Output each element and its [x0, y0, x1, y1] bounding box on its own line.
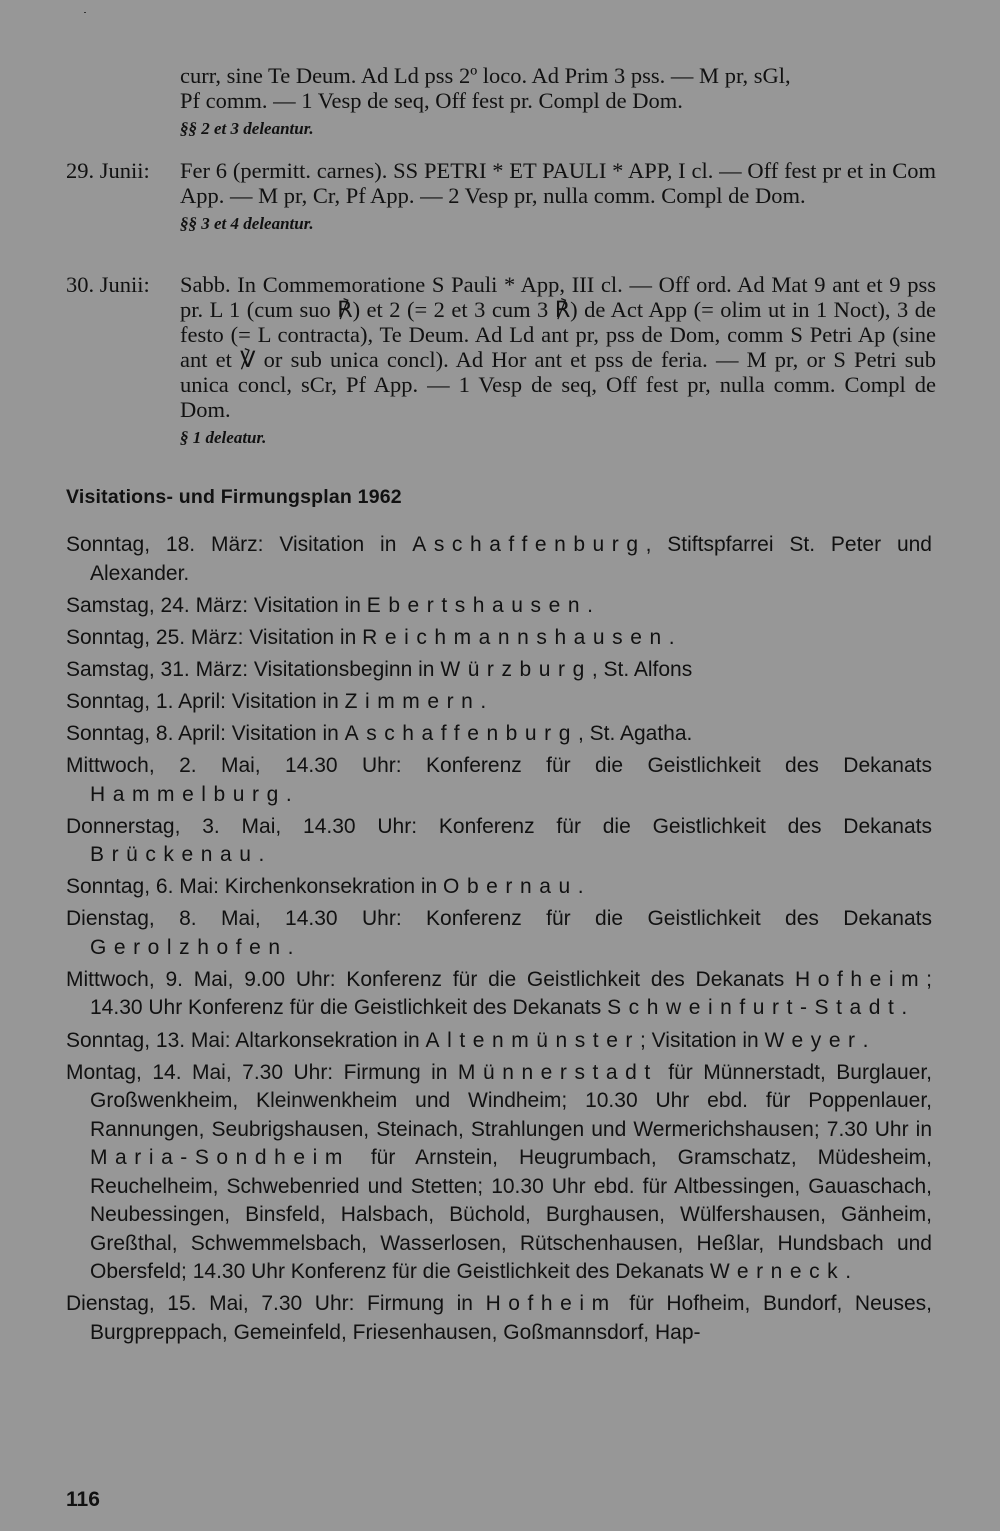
place-name: Ebertshausen [366, 593, 588, 617]
place-name: Aschaffenburg [344, 721, 578, 745]
place-name: Maria-Sondheim [90, 1146, 350, 1170]
entry-note: §§ 3 et 4 deleantur. [180, 214, 314, 233]
intro-line-2: Pf comm. — 1 Vesp de seq, Off fest pr. Compl de Dom. [180, 88, 683, 113]
entry-text: Sabb. In Commemoratione S Pauli * App, III cl. — Off ord. Ad Mat 9 ant et 9 pss pr. L 1 (cum suo ℟) et 2 (= 2 et 3 cum 3 ℟) de Act App (= olim ut in 1 Noct), 3 de festo (= L contracta), Te Deum. Ad Ld ant pr, pss de Dom, comm S Petri Ap (sine ant et ℣ or sub unica concl). Ad Hor ant et pss de feria. — M pr, or S Petri sub unica concl, sCr, Pf App. — 1 Vesp de seq, Off fest pr, nulla comm. Compl de Dom. [180, 272, 936, 422]
place-name: Brückenau [90, 843, 259, 867]
section-heading: Visitations- und Firmungsplan 1962 [66, 486, 402, 508]
schedule-entry: Dienstag, 8. Mai, 14.30 Uhr: Konferenz für die Geistlichkeit des Dekanats Gerolzhofen. [66, 907, 932, 959]
place-name: Hofheim [795, 967, 927, 991]
entry-note: § 1 deleatur. [180, 428, 267, 447]
liturgy-entry-29-junii [66, 158, 936, 236]
entry-date: 29. Junii: [66, 158, 150, 183]
schedule-entry: Sonntag, 6. Mai: Kirchenkonsekration in Obernau. [66, 875, 584, 899]
schedule-entry: Sonntag, 1. April: Visitation in Zimmern. [66, 689, 487, 713]
schedule-entry: Dienstag, 15. Mai, 7.30 Uhr: Firmung in Hofheim für Hofheim, Bundorf, Neuses, Burgpreppach, Gemeinfeld, Friesenhausen, Goßmannsdorf, Hap- [66, 1292, 932, 1344]
schedule-entry: Samstag, 31. März: Visitationsbeginn in Würzburg, St. Alfons [66, 657, 693, 681]
place-name: Altenmünster [425, 1028, 640, 1052]
place-name: Weyer [764, 1028, 863, 1052]
place-name: Werneck [709, 1260, 846, 1284]
scan-mark [84, 12, 86, 13]
schedule-entry: Samstag, 24. März: Visitation in Ebertshausen. [66, 593, 593, 617]
schedule-entry: Montag, 14. Mai, 7.30 Uhr: Firmung in Münnerstadt für Münnerstadt, Burglauer, Großwenkheim, Kleinwenkheim und Windheim; 10.30 Uhr ebd. für Poppenlauer, Rannungen, Seubrigshausen, Steinach, Strahlungen und Wermerichshausen; 7.30 Uhr in Maria-Sondheim für Arnstein, Heugrumbach, Gramschatz, Müdesheim, Reuchelheim, Schwebenried und Stetten; 10.30 Uhr ebd. für Altbessingen, Gauaschach, Neubessingen, Binsfeld, Halsbach, Büchold, Burghausen, Wülfershausen, Gänheim, Greßthal, Schwemmelsbach, Wasserlosen, Rütschenhausen, Heßlar, Hundsbach und Obersfeld; 14.30 Uhr Konferenz für die Geistlichkeit des Dekanats Werneck. [66, 1060, 932, 1284]
place-name: Gerolzhofen [90, 935, 288, 959]
place-name: Aschaffenburg [412, 533, 646, 556]
place-name: Hammelburg [90, 782, 286, 806]
schedule-entry: Sonntag, 18. März: Visitation in Aschaffenburg, Stiftspfarrei St. Peter und Alexander. [66, 533, 932, 585]
place-name: Reichmannshausen [362, 625, 669, 649]
schedule-entry: Sonntag, 13. Mai: Altarkonsekration in Altenmünster; Visitation in Weyer. [66, 1028, 869, 1052]
place-name: Münnerstadt [457, 1060, 658, 1084]
schedule-list [66, 531, 932, 1351]
entry-text: Fer 6 (permitt. carnes). SS PETRI * ET PAULI * APP, I cl. — Off fest pr et in Com App. — M pr, Cr, Pf App. — 2 Vesp pr, nulla comm. Compl de Dom. [180, 158, 936, 208]
place-name: Zimmern [344, 689, 481, 713]
liturgy-intro [66, 63, 936, 141]
intro-line-1: curr, sine Te Deum. Ad Ld pss 2º loco. Ad Prim 3 pss. — M pr, sGl, [180, 63, 791, 88]
schedule-entry: Donnerstag, 3. Mai, 14.30 Uhr: Konferenz für die Geistlichkeit des Dekanats Brückenau. [66, 814, 932, 867]
liturgy-entry-30-junii [66, 272, 936, 450]
place-name: Würzburg [440, 657, 592, 681]
place-name: Obernau [443, 875, 578, 899]
page-number: 116 [66, 1488, 100, 1511]
place-name: Schweinfurt-Stadt [607, 996, 902, 1020]
intro-note: §§ 2 et 3 deleantur. [180, 119, 314, 138]
schedule-entry: Sonntag, 8. April: Visitation in Aschaffenburg, St. Agatha. [66, 721, 693, 745]
schedule-entry: Sonntag, 25. März: Visitation in Reichmannshausen. [66, 625, 675, 649]
place-name: Hofheim [485, 1292, 617, 1316]
schedule-entry: Mittwoch, 2. Mai, 14.30 Uhr: Konferenz für die Geistlichkeit des Dekanats Hammelburg. [66, 754, 932, 806]
entry-date: 30. Junii: [66, 272, 150, 297]
schedule-entry: Mittwoch, 9. Mai, 9.00 Uhr: Konferenz für die Geistlichkeit des Dekanats Hofheim; 14.30 Uhr Konferenz für die Geistlichkeit des Dekanats Schweinfurt-Stadt. [66, 967, 932, 1020]
